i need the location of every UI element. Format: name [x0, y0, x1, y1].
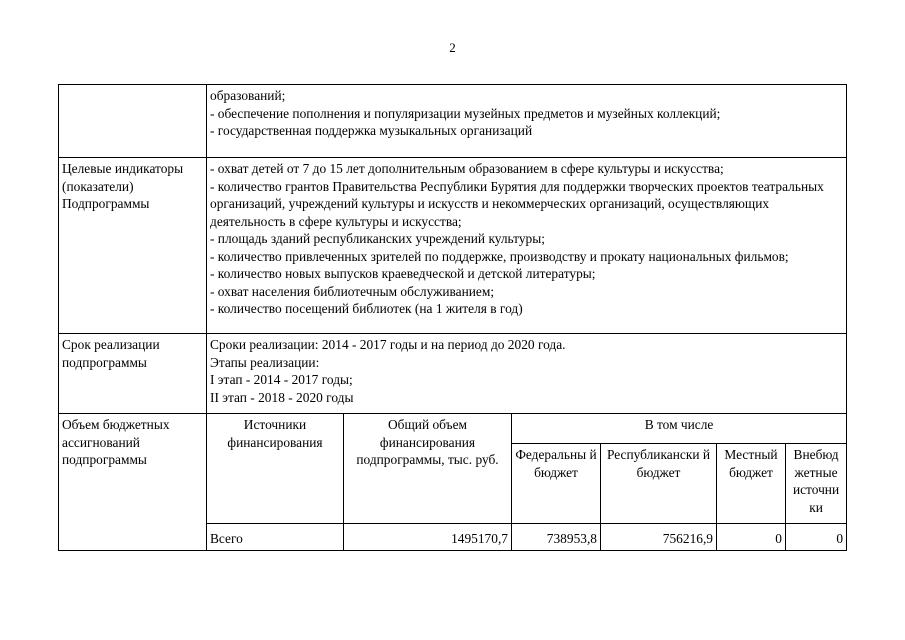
- extra-budget-header: Внебюд жетные источни ки: [786, 444, 847, 524]
- row-label-cell: Целевые индикаторы (показатели) Подпрограммы: [59, 158, 207, 334]
- table-row: [59, 158, 847, 334]
- republican-header: Республикански й бюджет: [601, 444, 717, 524]
- row-content-cell: [207, 158, 847, 334]
- content-line: - охват населения библиотечным обслуживанием;: [210, 283, 495, 299]
- content-line: - количество грантов Правительства Республики Бурятия для поддержки творческих проектов театральных организаций, учреждений культуры и искусств и некоммерческих организаций, осуществляющих деятельность в сфере культуры и искусства;: [210, 178, 824, 229]
- content-line: - количество новых выпусков краеведческой и детской литературы;: [210, 266, 596, 281]
- total-row-total: 1495170,7: [344, 524, 512, 551]
- total-row-extra: 0: [786, 524, 847, 551]
- local-header: Местный бюджет: [717, 444, 786, 524]
- row-label-cell: Срок реализации подпрограммы: [59, 334, 207, 414]
- sources-header: Источники финансирования: [207, 414, 344, 524]
- table-row: [59, 414, 847, 444]
- total-row-republican: 756216,9: [601, 524, 717, 551]
- subprogram-passport-table: [58, 84, 847, 551]
- total-header: Общий объем финансирования подпрограммы, тыс. руб.: [344, 414, 512, 524]
- row-content-cell: [207, 334, 847, 414]
- page-number: 2: [449, 40, 456, 55]
- table-row: [59, 85, 847, 158]
- total-row-federal: 738953,8: [512, 524, 601, 551]
- content-line: Этапы реализации:: [210, 354, 320, 370]
- content-line: - обеспечение пополнения и популяризации музейных предметов и музейных коллекций;: [210, 105, 721, 121]
- budget-label-cell: Объем бюджетных ассигнований подпрограммы: [59, 414, 207, 551]
- row-content-cell: [207, 85, 847, 158]
- content-line: - количество посещений библиотек (на 1 жителя в год): [210, 301, 523, 316]
- content-line: Сроки реализации: 2014 - 2017 годы и на период до 2020 года.: [210, 337, 566, 352]
- table-row: [59, 334, 847, 414]
- content-line: - количество привлеченных зрителей по поддержке, производству и прокату национальных фильмов;: [210, 248, 789, 264]
- total-row-source: Всего: [207, 524, 344, 551]
- content-line: - государственная поддержка музыкальных организаций: [210, 123, 533, 138]
- content-line: I этап - 2014 - 2017 годы;: [210, 372, 353, 387]
- content-line: II этап - 2018 - 2020 годы: [210, 389, 354, 405]
- row-label-cell: [59, 85, 207, 158]
- content-line: - площадь зданий республиканских учреждений культуры;: [210, 231, 545, 246]
- including-header: В том числе: [512, 414, 847, 444]
- content-line: - охват детей от 7 до 15 лет дополнительным образованием в сфере культуры и искусства;: [210, 161, 724, 176]
- content-line: образований;: [210, 88, 286, 103]
- federal-header: Федеральны й бюджет: [512, 444, 601, 524]
- total-row-local: 0: [717, 524, 786, 551]
